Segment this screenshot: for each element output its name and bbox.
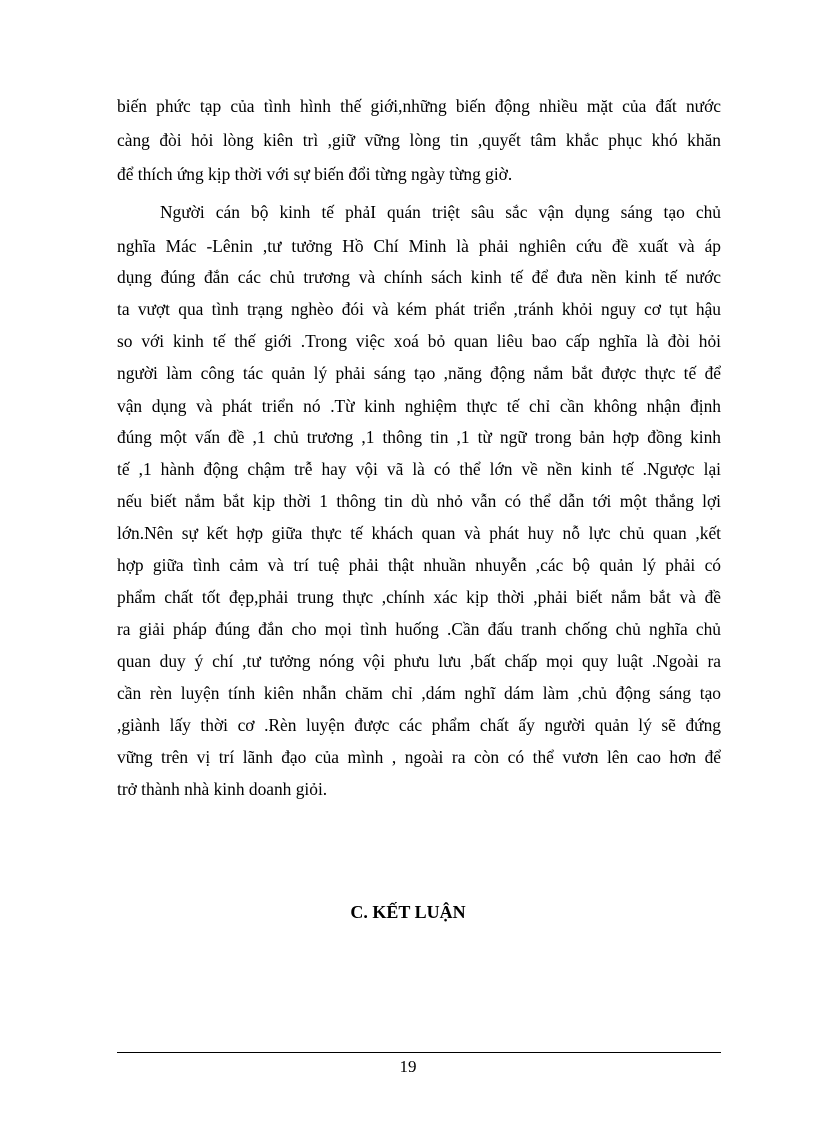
paragraph-2-line: vững trên vị trí lãnh đạo của mình , ngoài ra còn có thể vươn lên cao hơn để bbox=[117, 747, 721, 767]
paragraph-2-line: lớn.Nên sự kết hợp giữa thực tế khách quan và phát huy nỗ lực chủ quan ,kết bbox=[117, 523, 721, 543]
paragraph-2-line: vận dụng và phát triển nó .Từ kinh nghiệm thực tế chỉ cần không nhận định bbox=[117, 396, 721, 416]
paragraph-2-line: dụng đúng đắn các chủ trương và chính sách kinh tế để đưa nền kinh tế nước bbox=[117, 267, 721, 287]
paragraph-2-line: ,giành lấy thời cơ .Rèn luyện được các phẩm chất ấy người quản lý sẽ đứng bbox=[117, 715, 721, 735]
paragraph-2-line: ta vượt qua tình trạng nghèo đói và kém phát triển ,tránh khỏi nguy cơ tụt hậu bbox=[117, 299, 721, 319]
paragraph-2-line: nếu biết nắm bắt kịp thời 1 thông tin dù nhỏ vẫn có thể dẫn tới một thắng lợi bbox=[117, 491, 721, 511]
paragraph-2-line: cần rèn luyện tính kiên nhẫn chăm chỉ ,dám nghĩ dám làm ,chủ động sáng tạo bbox=[117, 683, 721, 703]
paragraph-1-line: càng đòi hỏi lòng kiên trì ,giữ vững lòng tin ,quyết tâm khắc phục khó khăn bbox=[117, 130, 721, 150]
paragraph-2-line: trở thành nhà kinh doanh giỏi. bbox=[117, 779, 328, 799]
page-number: 19 bbox=[399, 1057, 417, 1076]
paragraph-2-line: đúng một vấn đề ,1 chủ trương ,1 thông tin ,1 từ ngữ trong bản hợp đồng kinh bbox=[117, 427, 721, 447]
paragraph-2-line: ra giải pháp đúng đắn cho mọi tình huống .Cần đấu tranh chống chủ nghĩa chủ bbox=[117, 619, 721, 639]
paragraph-2-line: phẩm chất tốt đẹp,phải trung thực ,chính xác kịp thời ,phải biết nắm bắt và đề bbox=[117, 587, 721, 607]
paragraph-1-line: biến phức tạp của tình hình thế giới,những biến động nhiều mặt của đất nước bbox=[117, 96, 721, 116]
paragraph-2-line: so với kinh tế thế giới .Trong việc xoá bỏ quan liêu bao cấp nghĩa là đòi hỏi bbox=[117, 331, 721, 351]
footer-divider bbox=[117, 1052, 721, 1053]
paragraph-2-line: hợp giữa tình cảm và trí tuệ phải thật nhuần nhuyễn ,các bộ quản lý phải có bbox=[117, 555, 721, 575]
paragraph-2-line: nghĩa Mác -Lênin ,tư tưởng Hồ Chí Minh là phải nghiên cứu đề xuất và áp bbox=[117, 236, 721, 256]
section-heading: C. KẾT LUẬN bbox=[350, 902, 466, 922]
paragraph-2-line: quan duy ý chí ,tư tưởng nóng vội phưu lưu ,bất chấp mọi quy luật .Ngoài ra bbox=[117, 651, 721, 671]
paragraph-2-line: Người cán bộ kinh tế phảI quán triệt sâu sắc vận dụng sáng tạo chủ bbox=[160, 202, 721, 222]
paragraph-2-line: người làm công tác quản lý phải sáng tạo ,năng động nắm bắt được thực tế để bbox=[117, 363, 721, 383]
paragraph-1-line: để thích ứng kịp thời với sự biến đổi từng ngày từng giờ. bbox=[117, 164, 513, 184]
paragraph-2-line: tế ,1 hành động chậm trễ hay vội vã là có thể lớn về nền kinh tế .Ngược lại bbox=[117, 459, 721, 479]
